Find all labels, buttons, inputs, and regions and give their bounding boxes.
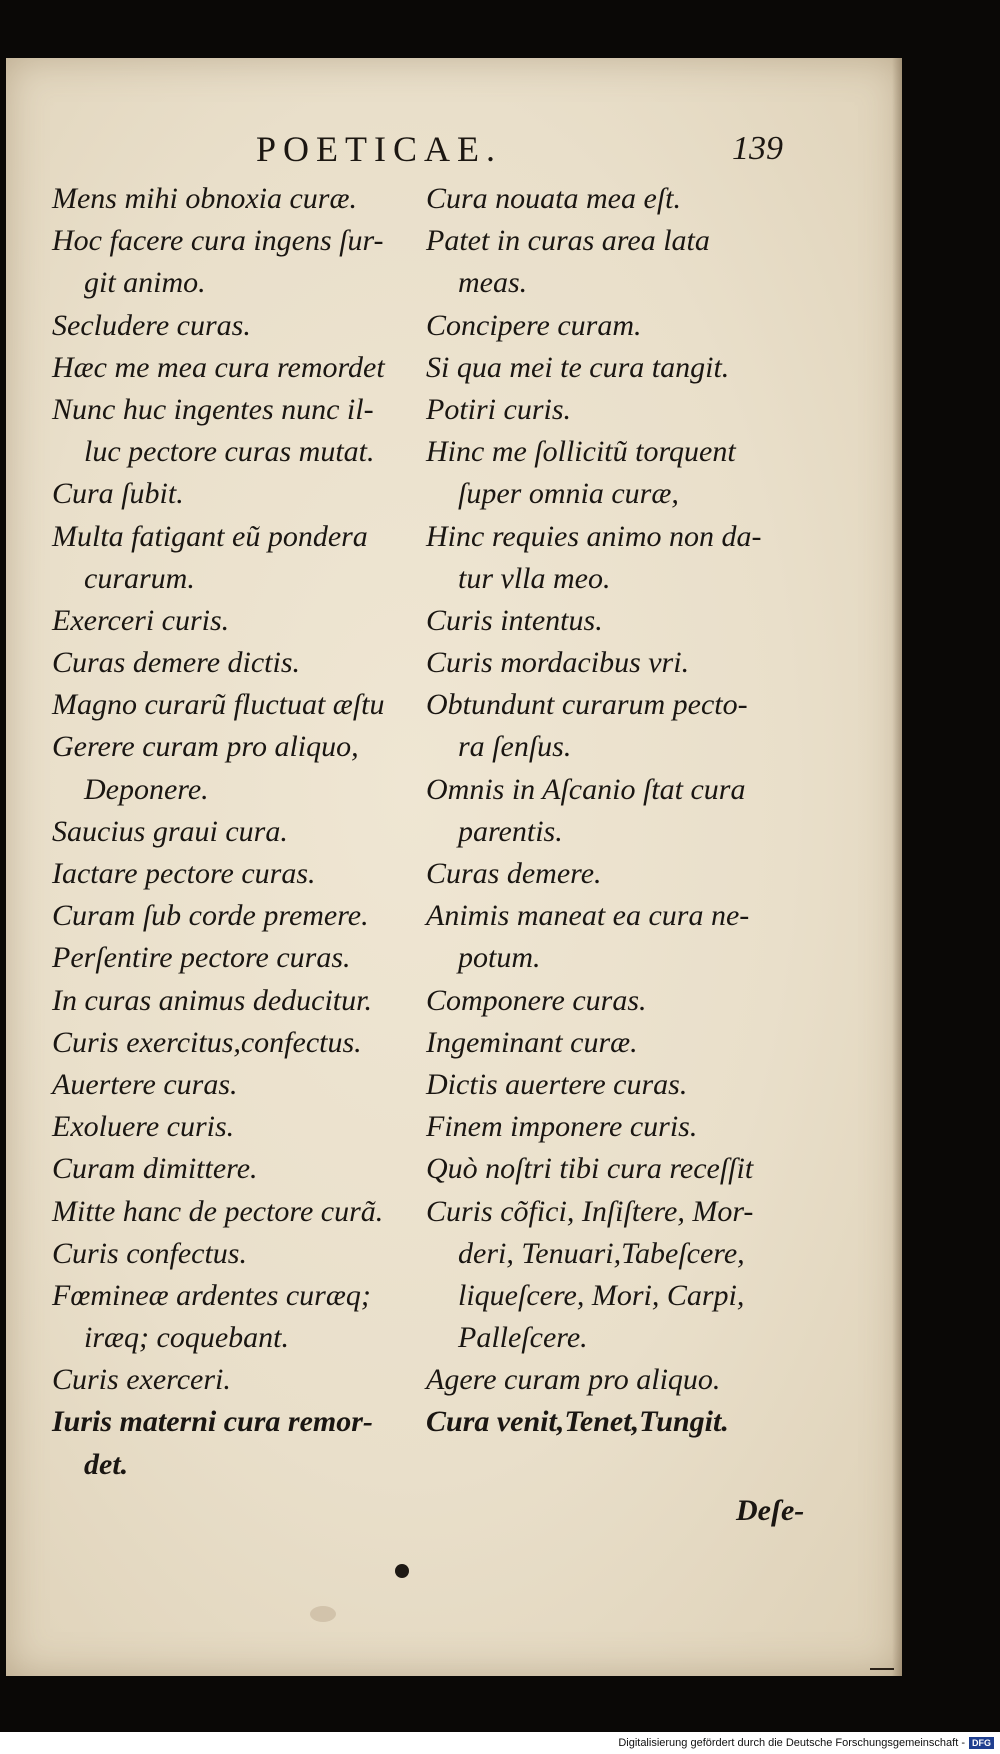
text-line: meas. xyxy=(458,266,528,300)
ink-dot xyxy=(395,1564,409,1578)
text-line: Ingeminant curæ. xyxy=(426,1025,638,1059)
text-line: Animis maneat ea cura ne- xyxy=(426,899,750,933)
text-line: Palleſcere. xyxy=(458,1321,588,1355)
text-line: Magno curarũ fluctuat æſtu xyxy=(52,688,385,722)
page-number: 139 xyxy=(732,130,783,167)
text-line: Curas demere dictis. xyxy=(52,646,301,680)
text-line: ra ſenſus. xyxy=(458,730,572,764)
text-line: Hæc me mea cura remordet xyxy=(52,350,385,384)
text-line: Curam dimittere. xyxy=(52,1152,258,1186)
text-line: potum. xyxy=(458,941,541,975)
paper-stain xyxy=(310,1606,336,1622)
corner-mark xyxy=(870,1668,894,1670)
text-line: Fœmineæ ardentes curæq; xyxy=(52,1278,371,1312)
text-line: Curis mordacibus vri. xyxy=(426,646,690,680)
text-line: Cura ſubit. xyxy=(52,477,184,511)
text-line: Curam ſub corde premere. xyxy=(52,899,369,933)
text-line: Curas demere. xyxy=(426,857,602,890)
text-line: Potiri curis. xyxy=(426,392,572,426)
text-line: Curis confectus. xyxy=(52,1236,247,1270)
text-line: Hinc me ſollicitũ torquent xyxy=(426,435,736,469)
dfg-logo-badge: DFG xyxy=(969,1737,994,1749)
text-line: luc pectore curas mutat. xyxy=(84,435,375,469)
text-line: Curis exercitus,confectus. xyxy=(52,1025,362,1059)
text-line: deri, Tenuari,Tabeſcere, xyxy=(458,1236,745,1270)
text-line: Iactare pectore curas. xyxy=(52,857,316,890)
text-line: Gerere curam pro aliquo, xyxy=(52,730,359,764)
text-line: tur vlla meo. xyxy=(458,561,611,595)
book-page xyxy=(6,58,902,1676)
text-line: Obtundunt curarum pecto- xyxy=(426,688,748,722)
text-line: Cura venit,Tenet,Tungit. xyxy=(426,1405,729,1439)
text-line: Patet in curas area lata xyxy=(426,224,710,258)
text-line: det. xyxy=(84,1447,129,1481)
text-line: Mitte hanc de pectore curã. xyxy=(52,1194,384,1228)
text-line: Agere curam pro aliquo. xyxy=(426,1363,721,1397)
text-line: Componere curas. xyxy=(426,983,647,1017)
text-line: Cura nouata mea eſt. xyxy=(426,182,681,215)
text-line: Mens mihi obnoxia curæ. xyxy=(52,182,357,215)
text-line: Concipere curam. xyxy=(426,308,642,342)
text-line: Exoluere curis. xyxy=(52,1110,235,1144)
text-line: ſuper omnia curæ, xyxy=(458,477,679,511)
text-line: Iuris materni cura remor- xyxy=(52,1405,373,1439)
text-line: Hinc requies animo non da- xyxy=(426,519,762,553)
text-line: Finem imponere curis. xyxy=(426,1110,698,1144)
text-line: parentis. xyxy=(458,814,563,848)
text-line: In curas animus deducitur. xyxy=(52,983,372,1017)
digitization-footer xyxy=(0,1732,1000,1754)
text-line: liqueſcere, Mori, Carpi, xyxy=(458,1278,745,1312)
text-line: Nunc huc ingentes nunc il- xyxy=(52,392,374,426)
text-line: iræq; coquebant. xyxy=(84,1321,289,1355)
text-line: Multa fatigant eũ pondera xyxy=(52,519,368,553)
text-line: Hoc facere cura ingens ſur- xyxy=(52,224,384,258)
text-line: Secludere curas. xyxy=(52,308,251,342)
footer-credit: Digitalisierung gefördert durch die Deutsche Forschungsgemeinschaft - xyxy=(618,1737,965,1749)
text-line: Dictis auertere curas. xyxy=(426,1067,688,1101)
text-line: Quò noſtri tibi cura receſſit xyxy=(426,1152,754,1186)
text-line: Saucius graui cura. xyxy=(52,814,288,848)
text-line: git animo. xyxy=(84,266,206,300)
text-line: Si qua mei te cura tangit. xyxy=(426,350,730,384)
left-column xyxy=(52,178,432,1486)
text-line: Curis cõfici, Inſiſtere, Mor- xyxy=(426,1194,754,1228)
text-line: curarum. xyxy=(84,561,195,595)
text-line: Curis intentus. xyxy=(426,603,603,637)
text-line: Deponere. xyxy=(84,772,209,806)
right-column xyxy=(426,178,826,1444)
text-line: Exerceri curis. xyxy=(52,603,230,637)
catchword: Deſe- xyxy=(736,1494,805,1527)
text-line: Perſentire pectore curas. xyxy=(52,941,351,975)
page-edge-shadow xyxy=(892,58,902,1676)
text-line: Curis exerceri. xyxy=(52,1363,231,1397)
text-line: Omnis in Aſcanio ſtat cura xyxy=(426,772,746,806)
running-head: POETICAE. xyxy=(256,129,502,169)
text-line: Auertere curas. xyxy=(52,1067,238,1101)
